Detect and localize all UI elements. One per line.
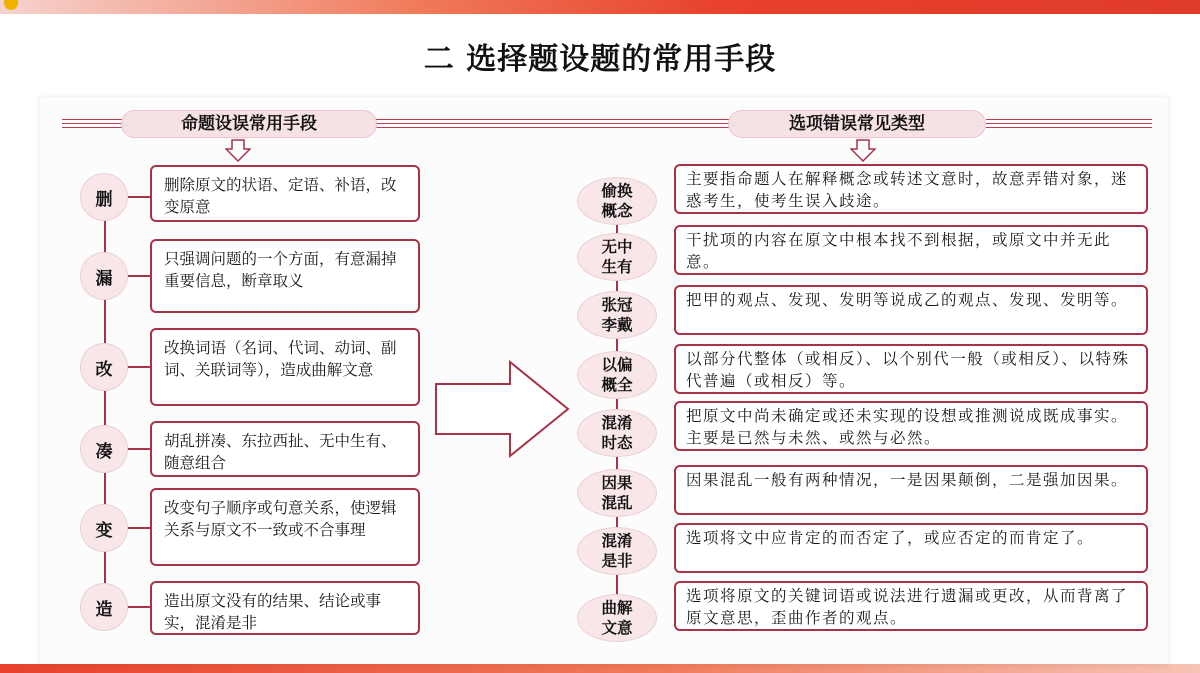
right-item-box: 主要指命题人在解释概念或转述文意时，故意弄错对象，迷惑考生，使考生误入歧途。 — [674, 164, 1148, 214]
bottom-accent-bar — [0, 664, 1200, 673]
right-item-box: 以部分代整体（或相反）、以个别代一般（或相反）、以特殊代普遍（或相反）等。 — [674, 344, 1148, 394]
left-node-alter: 变 — [80, 504, 128, 552]
right-node: 曲解 文意 — [577, 594, 657, 642]
left-node-omit: 漏 — [80, 252, 128, 300]
down-arrow-icon — [850, 139, 876, 162]
left-node-fabricate: 造 — [80, 583, 128, 631]
down-arrow-icon — [225, 139, 251, 162]
page-title: 二 选择题设题的常用手段 — [423, 42, 777, 77]
left-header-pill: 命题设误常用手段 — [121, 110, 377, 138]
left-node-change: 改 — [80, 343, 128, 391]
left-header-rule-right — [376, 119, 734, 128]
left-node-delete: 删 — [80, 173, 128, 221]
left-item-box: 改换词语（名词、代词、动词、副词、关联词等），造成曲解文意 — [150, 328, 420, 406]
left-node-patch: 凑 — [80, 425, 128, 473]
left-item-box: 改变句子顺序或句意关系，使逻辑关系与原文不一致或不合事理 — [150, 488, 420, 566]
right-node: 因果 混乱 — [577, 469, 657, 517]
right-header-pill: 选项错误常见类型 — [728, 110, 986, 138]
right-item-box: 干扰项的内容在原文中根本找不到根据，或原文中并无此意。 — [674, 225, 1148, 275]
right-arrow-icon — [432, 360, 572, 458]
right-header-rule — [986, 119, 1152, 128]
left-item-box: 造出原文没有的结果、结论或事实，混淆是非 — [150, 581, 420, 635]
top-accent-dot — [4, 0, 18, 10]
right-node: 混淆 是非 — [577, 527, 657, 575]
right-node: 混淆 时态 — [577, 409, 657, 457]
right-item-box: 选项将原文的关键词语或说法进行遗漏或更改，从而背离了原文意思，歪曲作者的观点。 — [674, 581, 1148, 631]
right-node: 以偏 概全 — [577, 351, 657, 399]
top-accent-bar — [0, 0, 1200, 14]
right-item-box: 因果混乱一般有两种情况，一是因果颠倒，二是强加因果。 — [674, 465, 1148, 515]
left-item-box: 只强调问题的一个方面，有意漏掉重要信息，断章取义 — [150, 239, 420, 313]
right-item-box: 把甲的观点、发现、发明等说成乙的观点、发现、发明等。 — [674, 285, 1148, 335]
left-item-box: 胡乱拼凑、东拉西扯、无中生有、随意组合 — [150, 421, 420, 477]
left-header-rule-left — [62, 119, 124, 128]
right-node: 张冠 李戴 — [577, 291, 657, 339]
right-node: 偷换 概念 — [577, 177, 657, 225]
right-item-box: 选项将文中应肯定的而否定了，或应否定的而肯定了。 — [674, 523, 1148, 573]
right-item-box: 把原文中尚未确定或还未实现的设想或推测说成既成事实。主要是已然与未然、或然与必然。 — [674, 401, 1148, 451]
right-node: 无中 生有 — [577, 233, 657, 281]
left-item-box: 删除原文的状语、定语、补语，改变原意 — [150, 165, 420, 222]
